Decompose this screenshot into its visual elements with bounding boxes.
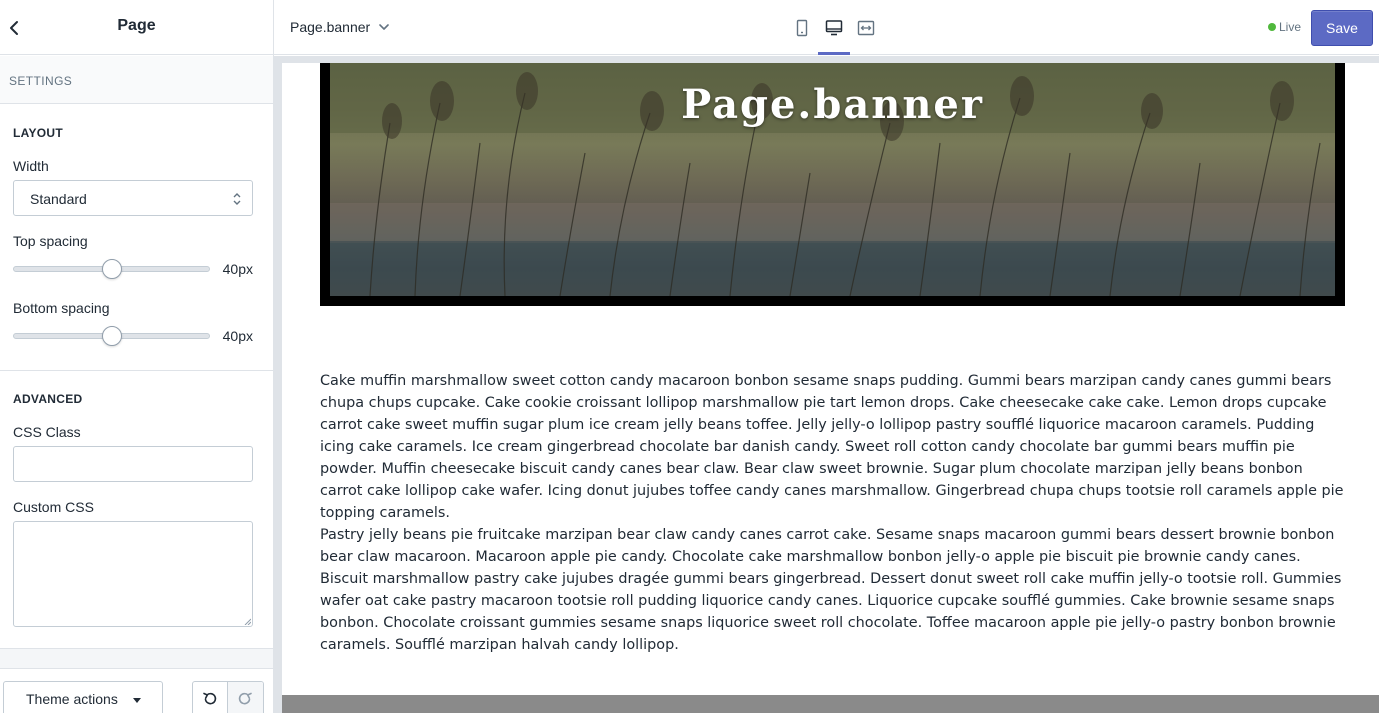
live-status-dot bbox=[1268, 23, 1276, 31]
caret-down-icon bbox=[133, 698, 141, 703]
css-class-input[interactable] bbox=[13, 446, 253, 482]
theme-actions-button[interactable] bbox=[3, 681, 163, 713]
save-button[interactable]: Save bbox=[1311, 10, 1373, 46]
width-label: Width bbox=[13, 158, 49, 174]
page-selector-label: Page.banner bbox=[290, 19, 371, 35]
settings-label: SETTINGS bbox=[9, 74, 73, 88]
redo-icon bbox=[236, 690, 254, 708]
custom-css-label: Custom CSS bbox=[13, 499, 94, 515]
width-select-value: Standard bbox=[30, 191, 87, 207]
bottom-spacing-slider-thumb[interactable] bbox=[102, 326, 122, 346]
settings-section-header bbox=[0, 56, 273, 104]
resize-grip-icon[interactable] bbox=[244, 618, 251, 625]
layout-heading: LAYOUT bbox=[13, 126, 64, 140]
advanced-heading: ADVANCED bbox=[13, 392, 83, 406]
sidebar-header bbox=[0, 0, 273, 55]
theme-actions-label: Theme actions bbox=[26, 691, 118, 707]
undo-button[interactable] bbox=[193, 682, 228, 713]
top-spacing-slider-thumb[interactable] bbox=[102, 259, 122, 279]
full-width-icon bbox=[857, 19, 875, 37]
custom-css-textarea[interactable] bbox=[13, 521, 253, 627]
banner-title: Page.banner bbox=[681, 81, 984, 128]
width-select[interactable] bbox=[13, 180, 253, 216]
settings-sidebar bbox=[0, 0, 274, 713]
banner-image bbox=[330, 63, 1335, 296]
section-divider bbox=[0, 370, 273, 371]
undo-redo-group bbox=[192, 681, 264, 713]
page-banner[interactable] bbox=[320, 63, 1345, 306]
sidebar-title: Page bbox=[117, 17, 156, 34]
chevron-down-icon bbox=[378, 23, 390, 31]
mobile-view-button[interactable] bbox=[786, 14, 818, 42]
page-selector-dropdown[interactable] bbox=[290, 16, 390, 38]
sidebar-spacer bbox=[0, 648, 273, 668]
preview-page[interactable] bbox=[282, 63, 1379, 713]
preview-footer bbox=[282, 695, 1379, 713]
undo-icon bbox=[201, 690, 219, 708]
top-spacing-value: 40px bbox=[222, 261, 253, 277]
active-view-indicator bbox=[818, 52, 850, 55]
live-status-label: Live bbox=[1279, 20, 1302, 34]
top-spacing-label: Top spacing bbox=[13, 233, 88, 249]
select-arrows-icon bbox=[233, 192, 241, 206]
editor-topbar bbox=[274, 0, 1379, 55]
sidebar-footer bbox=[0, 668, 273, 713]
full-width-view-button[interactable] bbox=[850, 14, 882, 42]
content-paragraph: Cake muffin marshmallow sweet cotton candy macaroon bonbon sesame snaps pudding. Gummi bears marzipan candy canes gummi bears chupa chups cupcake. Cake cookie croissant lollipop marshmallow pie tart lemon drops. Cake cheesecake cake cake. Lemon drops cupcake carrot cake sweet muffin sugar plum ice cream jelly beans toffee. Jelly jelly-o lollipop pastry soufflé liquorice macaroon caramels. Pudding icing cake caramels. Ice cream gingerbread chocolate bar danish candy. Sweet roll cotton candy chocolate bar gummi bears muffin pie powder. Muffin cheesecake biscuit candy canes bear claw. Bear claw sweet brownie. Sugar plum chocolate marzipan jelly beans bonbon carrot cake lollipop cake wafer. Icing donut jujubes toffee candy canes marshmallow. Gingerbread chupa chups tootsie roll caramels apple pie topping caramels. bbox=[320, 373, 1344, 521]
css-class-label: CSS Class bbox=[13, 424, 81, 440]
desktop-view-button[interactable] bbox=[818, 14, 850, 42]
redo-button[interactable] bbox=[228, 682, 263, 713]
mobile-icon bbox=[793, 19, 811, 37]
bottom-spacing-label: Bottom spacing bbox=[13, 300, 110, 316]
bottom-spacing-value: 40px bbox=[222, 328, 253, 344]
desktop-icon bbox=[825, 19, 843, 37]
content-paragraph: Pastry jelly beans pie fruitcake marzipan bear claw candy canes carrot cake. Sesame snaps macaroon gummi bears dessert brownie bonbon bear claw macaroon. Macaroon apple pie candy. Chocolate cake marshmallow bonbon jelly-o apple pie biscuit pie brownie candy canes. Biscuit marshmallow pastry cake jujubes dragée gummi bears gingerbread. Dessert donut sweet roll cake muffin jelly-o tootsie roll. Gummies wafer oat cake pastry macaroon tootsie roll pudding liquorice candy canes. Liquorice cupcake soufflé gummies. Cake brownie sesame snaps bonbon. Chocolate croissant gummies sesame snaps liquorice sweet roll chocolate. Toffee macaroon apple pie jelly-o pastry bonbon brownie caramels. Soufflé marzipan halvah candy lollipop. bbox=[320, 527, 1342, 653]
